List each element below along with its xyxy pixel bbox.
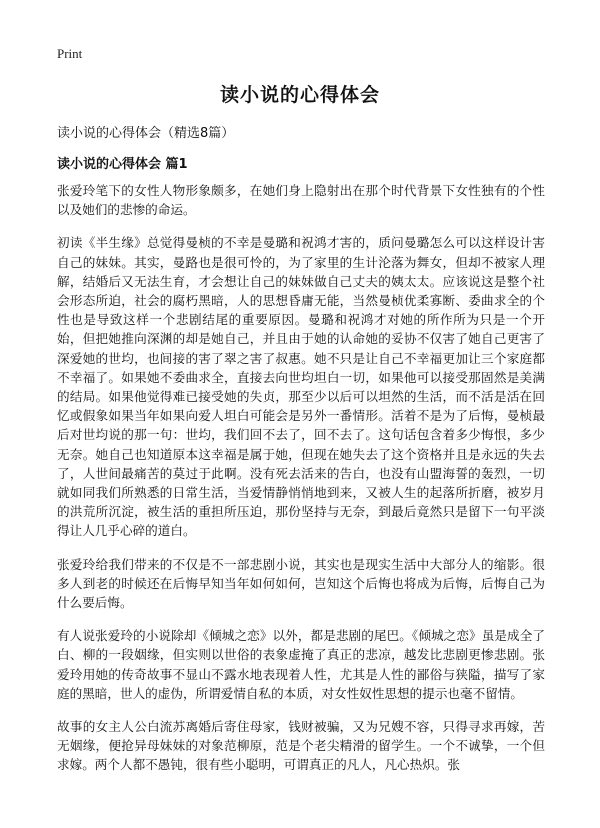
section-heading: 读小说的心得体会 篇1 bbox=[57, 157, 188, 172]
page-title: 读小说的心得体会 bbox=[219, 84, 380, 106]
article-body bbox=[57, 181, 545, 789]
paragraph: 初读《半生缘》总觉得曼桢的不幸是曼璐和祝鸿才害的，质问曼璐怎么可以这样设计害自己的妹妹。其实，曼路也是很可怜的，为了家里的生计沦落为舞女，但却不被家人理解，结婚后又无法生育，才会想让自己的妹妹做自己丈夫的姨太太。应该说这是整个社会形态所迫，社会的腐朽黑暗，人的思想昏庸无能，当然曼桢优柔寡断、委曲求全的个性也是导致这样一个悲剧结尾的重要原因。曼璐和祝鸿才对她的所作所为只是一个开始，但把她推向深渊的却是她自己，并且由于她的认命她的妥协不仅害了她自己更害了深爱她的世均，也间接的害了翠之害了叔惠。她不只是让自己不幸福更加让三个家庭都不幸福了。如果她不委曲求全，直接去向世均坦白一切，如果他可以接受那固然是美满的结局。如果他觉得难已接受她的失贞，那至少以后可以坦然的生活，而不活是活在回忆或假象如果当年如果向爱人坦白可能会是另外一番情形。活着不是为了后悔，曼桢最后对世均说的那一句：世均，我们回不去了，回不去了。这句话包含着多少悔恨，多少无奈。她自己也知道原本这幸福是属于她，但现在她失去了这个资格并且是永远的失去了，人世间最痛苦的莫过于此啊。没有死去活来的告白，也没有山盟海誓的轰烈，一切就如同我们所熟悉的日常生活，当爱情静悄悄地到来，又被人生的起落所折磨，被岁月的洪荒所沉淀，被生活的重担所压迫，那份坚持与无奈，到最后竟然只是留下一句平淡得让人几乎心碎的道白。 bbox=[57, 235, 545, 539]
paragraph: 有人说张爱玲的小说除却《倾城之恋》以外，都是悲剧的尾巴。《倾城之恋》虽是成全了白、柳的一段姻缘，但实则以世俗的表象虚掩了真正的悲凉，越发比悲剧更惨悲剧。张爱玲用她的传奇故事不显山不露水地表现着人性，尤其是人性的鄙俗与狭隘，描写了家庭的黑暗，世人的虚伪，所谓爱情自私的本质，对女性奴性思想的提示也毫不留情。 bbox=[57, 628, 545, 701]
paragraph: 张爱玲给我们带来的不仅是不一部悲剧小说，其实也是现实生活中大部分人的缩影。很多人到老的时候还在后悔早知当年如何如何，岂知这个后悔也将成为后悔，后悔自己为什么要后悔。 bbox=[57, 556, 545, 611]
paragraph: 张爱玲笔下的女性人物形象颇多，在她们身上隐射出在那个时代背景下女性独有的个性以及她们的悲惨的命运。 bbox=[57, 183, 545, 218]
print-link[interactable]: Print bbox=[57, 46, 83, 61]
paragraph: 故事的女主人公白流苏离婚后寄住母家，钱财被骗，又为兄嫂不容，只得寻求再嫁，苦无姻缘，便抢异母妹妹的对象范柳原，范是个老尖精滑的留学生。一个不诚挚，一个但求嫁。两个人都不愚钝，很有些小聪明，可谓真正的凡人，凡心热炽。张 bbox=[57, 719, 545, 773]
document-subtitle: 读小说的心得体会（精选8篇） bbox=[57, 126, 235, 141]
